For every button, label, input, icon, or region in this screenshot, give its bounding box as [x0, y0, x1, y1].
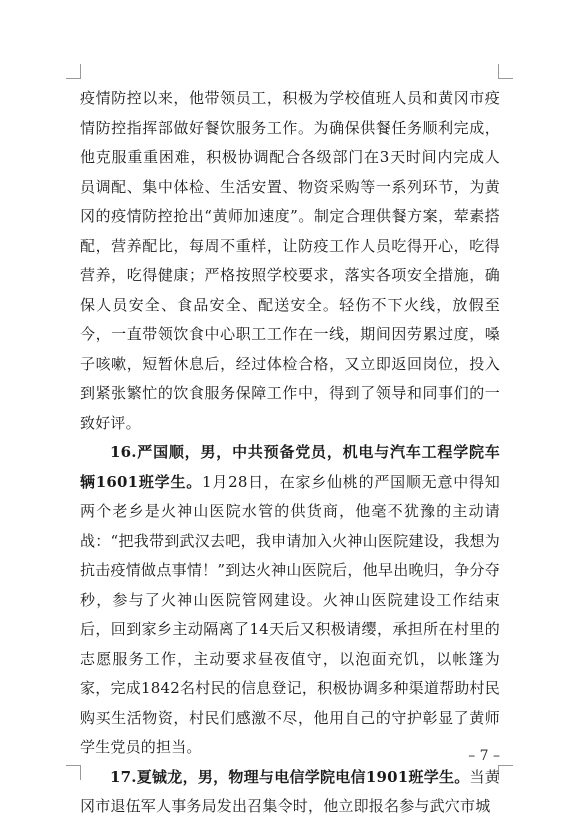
- crop-mark-top-left: [66, 64, 81, 79]
- crop-mark-bottom-left: [66, 765, 81, 780]
- entry-16-body: 1月28日，在家乡仙桃的严国顺无意中得知两个老乡是火神山医院水管的供货商，他毫不犹豫的主动请战：“把我带到武汉去吧，我申请加入火神山医院建设，我想为抗击疫情做点事情！”到达火神山医院后，他早出晚归，争分夺秒，参与了火神山医院管网建设。火神山医院建设工作结束后，回到家乡主动隔离了14天后又积极请缨，承担所在村里的志愿服务工作，主动要求昼夜值守，以泡面充饥，以帐篷为家，完成1842名村民的信息登记，积极协调多种渠道帮助村民购买生活物资，村民们感激不尽，他用自己的守护彰显了黄师学生党员的担当。: [80, 472, 500, 756]
- crop-mark-top-right: [498, 64, 513, 79]
- entry-16-heading: 16.严国顺，男，中共预备党员，机电与汽车工程学院车辆1601班学生。: [80, 443, 500, 491]
- page-number: – 7 –: [468, 748, 500, 764]
- paragraph-entry-16: [80, 438, 500, 763]
- crop-mark-bottom-right: [498, 765, 513, 780]
- paragraph-continuation: 疫情防控以来，他带领员工，积极为学校值班人员和黄冈市疫情防控指挥部做好餐饮服务工作。为确保供餐任务顺利完成，他克服重重困难，积极协调配合各级部门在3天时间内完成人员调配、集中体检、生活安置、物资采购等一系列环节，为黄冈的疫情防控抢出“黄师加速度”。制定合理供餐方案，荤素搭配，营养配比，每周不重样，让防疫工作人员吃得开心，吃得营养，吃得健康；严格按照学校要求，落实各项安全措施，确保人员安全、食品安全、配送安全。轻伤不下火线，放假至今，一直带领饮食中心职工工作在一线，期间因劳累过度，嗓子咳嗽，短暂休息后，经过体检合格，又立即返回岗位，投入到紧张繁忙的饮食服务保障工作中，得到了领导和同事们的一致好评。: [80, 89, 500, 432]
- document-body: [80, 84, 500, 815]
- paragraph-entry-17: [80, 763, 500, 815]
- entry-17-body: 当黄冈市退伍军人事务局发出召集令时，他立即报名参与武穴市城: [80, 767, 501, 815]
- entry-17-heading: 17.夏铖龙，男，物理与电信学院电信1901班学生。: [110, 767, 470, 786]
